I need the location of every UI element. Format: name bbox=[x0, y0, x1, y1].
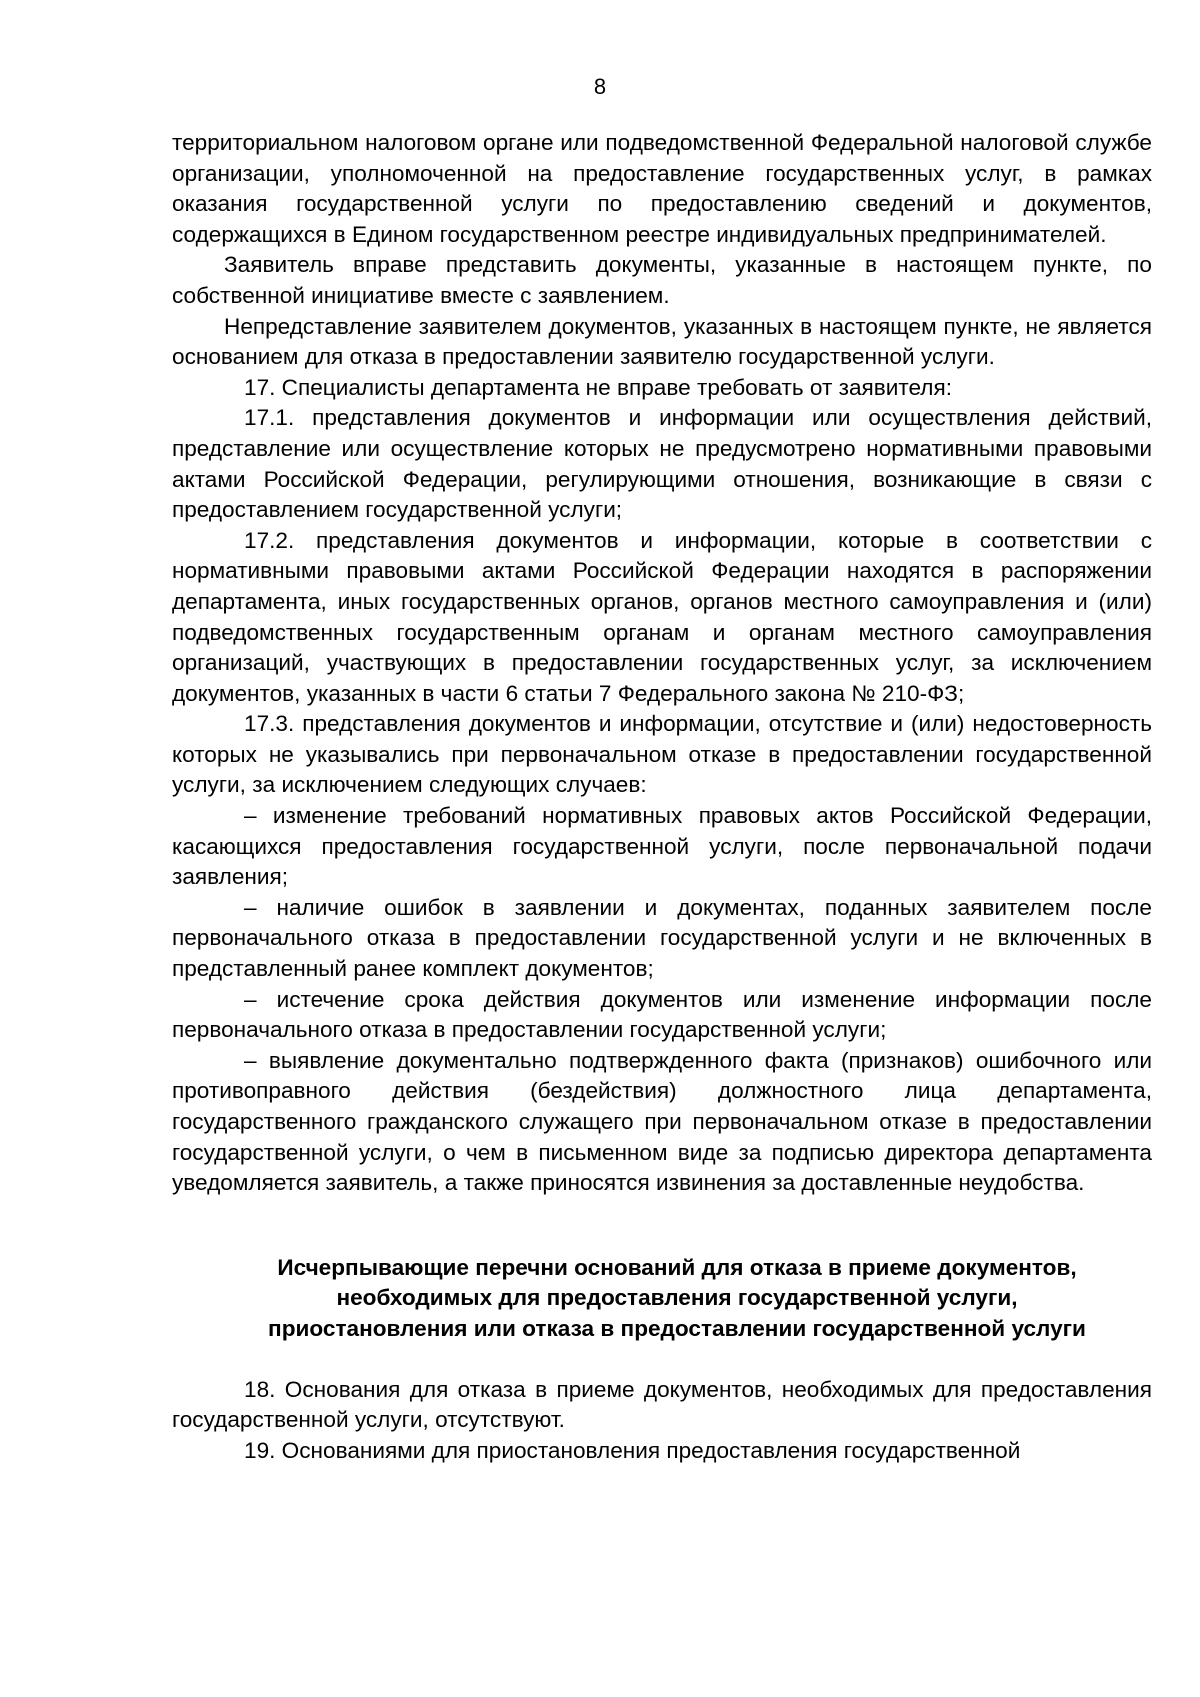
section-heading: Исчерпывающие перечни оснований для отказа в приеме документов, необходимых для предоставления государственной услуги, приостановления или отказа в предоставлении государственной услуги bbox=[268, 1254, 1086, 1341]
document-body bbox=[172, 128, 1152, 1466]
paragraph: Заявитель вправе представить документы, указанные в настоящем пункте, по собственной инициативе вместе с заявлением. bbox=[172, 252, 1152, 308]
paragraph: 17.2. представления документов и информации, которые в соответствии с нормативными правовыми актами Российской Федерации находятся в распоряжении департамента, иных государственных органов, органов местного самоуправления и (или) подведомственных государственным органам и органам местного самоуправления организаций, участвующих в предоставлении государственных услуг, за исключением документов, указанных в части 6 статьи 7 Федерального закона № 210-ФЗ; bbox=[172, 527, 1152, 706]
paragraph: 17. Специалисты департамента не вправе требовать от заявителя: bbox=[244, 374, 952, 400]
paragraph: 18. Основания для отказа в приеме документов, необходимых для предоставления государственной услуги, отсутствуют. bbox=[172, 1376, 1152, 1433]
paragraph: территориальном налоговом органе или подведомственной Федеральной налоговой службе организации, уполномоченной на предоставление государственных услуг, в рамках оказания государственной услуги по предоставлению сведений и документов, содержащихся в Едином государственном реестре индивидуальных предпринимателей. bbox=[172, 130, 1152, 247]
paragraph: – наличие ошибок в заявлении и документах, поданных заявителем после первоначального отказа в предоставлении государственной услуги и не включенных в представленный ранее комплект документов; bbox=[172, 894, 1152, 982]
paragraph: – изменение требований нормативных правовых актов Российской Федерации, касающихся предоставления государственной услуги, после первоначальной подачи заявления; bbox=[172, 803, 1152, 890]
paragraphs-top bbox=[172, 128, 1152, 1199]
paragraph: 17.1. представления документов и информации или осуществления действий, представление или осуществление которых не предусмотрено нормативными правовыми актами Российской Федерации, регулирующими отношения, возникающие в связи с предоставлением государственной услуги; bbox=[172, 405, 1152, 523]
paragraph: 17.3. представления документов и информации, отсутствие и (или) недостоверность которых не указывались при первоначальном отказе в предоставлении государственной услуги, за исключением следующих случаев: bbox=[172, 711, 1152, 798]
page-number: 8 bbox=[593, 74, 607, 99]
paragraph: Непредставление заявителем документов, указанных в настоящем пункте, не является основанием для отказа в предоставлении заявителю государственной услуги. bbox=[172, 313, 1152, 370]
paragraph: – выявление документально подтвержденного факта (признаков) ошибочного или противоправного действия (бездействия) должностного лица департамента, государственного гражданского служащего при первоначальном отказе в предоставлении государственной услуги, о чем в письменном виде за подписью директора департамента уведомляется заявитель, а также приносятся извинения за доставленные неудобства. bbox=[172, 1047, 1152, 1196]
paragraphs-bottom bbox=[172, 1375, 1152, 1467]
paragraph: – истечение срока действия документов или изменение информации после первоначального отказа в предоставлении государственной услуги; bbox=[172, 986, 1152, 1043]
paragraph: 19. Основаниями для приостановления предоставления государственной bbox=[244, 1437, 1021, 1463]
